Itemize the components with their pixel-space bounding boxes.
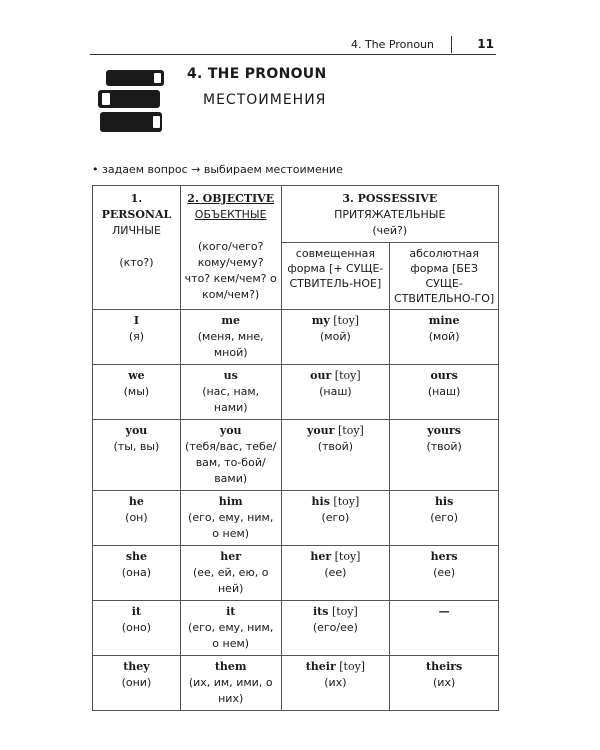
table-cell xyxy=(93,420,181,491)
table-cell xyxy=(390,310,499,365)
cell-a: your xyxy=(306,424,335,437)
bullet-line: • задаем вопрос → выбираем местоимение xyxy=(92,163,343,176)
table-row xyxy=(93,420,499,491)
table-row xyxy=(93,546,499,601)
table-cell xyxy=(93,601,181,656)
col-personal-header xyxy=(93,186,181,310)
cell-question: (кого/чего? кому/чему? что? кем/чем? о ком/чем?) xyxy=(184,240,277,301)
cell-p: he xyxy=(128,495,144,508)
table-cell xyxy=(180,365,281,420)
cell-question: (кто?) xyxy=(119,256,154,269)
cell-o: them xyxy=(214,660,247,673)
chapter-title: 4. THE PRONOUN xyxy=(187,66,327,82)
cell-a-ru: (твой) xyxy=(317,440,354,453)
cell-b-ru: (его) xyxy=(430,511,459,524)
table-row xyxy=(93,365,499,420)
header-row xyxy=(93,186,499,243)
cell-o: him xyxy=(218,495,243,508)
cell-title-ru: ЛИЧНЫЕ xyxy=(111,224,161,237)
cell-p-ru: (они) xyxy=(121,676,152,689)
cell-title-ru: ПРИТЯЖАТЕЛЬНЫЕ xyxy=(334,208,446,221)
page-number: 11 xyxy=(477,37,494,51)
cell-o-ru: (нас, нам, нами) xyxy=(202,385,260,414)
header-separator xyxy=(451,36,452,53)
table-row xyxy=(93,601,499,656)
cell-p: I xyxy=(133,314,139,327)
cell-p: it xyxy=(131,605,142,618)
cell-b: — xyxy=(438,605,450,618)
cell-b-ru: (их) xyxy=(433,676,456,689)
cell-a-ru: (его/ее) xyxy=(312,621,358,634)
cell-a: its xyxy=(313,605,329,618)
table-cell xyxy=(180,656,281,711)
cell-b: yours xyxy=(427,424,461,437)
table-cell xyxy=(180,601,281,656)
table-cell xyxy=(93,546,181,601)
table-cell xyxy=(390,656,499,711)
table-cell xyxy=(180,420,281,491)
cell-a-note: [toy] xyxy=(339,660,366,673)
table-cell xyxy=(281,546,390,601)
cell-p: they xyxy=(123,660,150,673)
cell-a-note: [toy] xyxy=(337,424,364,437)
col-possessive-header xyxy=(281,186,498,243)
cell-a-note: [toy] xyxy=(334,369,361,382)
cell-o-ru: (тебя/вас, тебе/вам, то-бой/вами) xyxy=(185,440,277,485)
table-cell xyxy=(390,601,499,656)
absolute-form-header: абсолютная форма [БЕЗ СУЩЕ-СТВИТЕЛЬНО-ГО] xyxy=(390,243,499,310)
table-cell xyxy=(180,310,281,365)
books-icon xyxy=(92,66,172,136)
table-cell xyxy=(390,491,499,546)
pronoun-table xyxy=(92,185,499,711)
table-cell xyxy=(93,310,181,365)
cell-o-ru: (их, им, ими, о них) xyxy=(188,676,273,705)
cell-o-ru: (меня, мне, мной) xyxy=(197,330,264,359)
cell-o-ru: (ее, ей, ею, о ней) xyxy=(192,566,269,595)
bullet-text: задаем вопрос → выбираем местоимение xyxy=(102,163,343,176)
table-cell xyxy=(390,365,499,420)
cell-b: his xyxy=(434,495,454,508)
cell-title: 3. POSSESSIVE xyxy=(342,192,438,205)
table-cell xyxy=(93,656,181,711)
page-header xyxy=(90,36,496,55)
table-cell xyxy=(281,491,390,546)
table-cell xyxy=(281,310,390,365)
cell-b-ru: (ее) xyxy=(433,566,456,579)
cell-b-ru: (мой) xyxy=(428,330,460,343)
table-cell xyxy=(180,491,281,546)
cell-a-ru: (наш) xyxy=(319,385,352,398)
cell-o-ru: (его, ему, ним, о нем) xyxy=(188,511,274,540)
table-row xyxy=(93,310,499,365)
cell-p: we xyxy=(128,369,145,382)
cell-a: our xyxy=(310,369,332,382)
cell-a-note: [toy] xyxy=(331,605,358,618)
table-cell xyxy=(390,420,499,491)
cell-p: you xyxy=(125,424,148,437)
cell-title: 1. PERSONAL xyxy=(101,192,172,221)
table-cell xyxy=(281,365,390,420)
cell-o-ru: (его, ему, ним, о нем) xyxy=(188,621,274,650)
cell-p-ru: (я) xyxy=(128,330,145,343)
cell-o: it xyxy=(226,605,236,618)
cell-question: (чей?) xyxy=(372,224,408,237)
cell-a-ru: (его) xyxy=(321,511,350,524)
cell-a-note: [toy] xyxy=(333,314,360,327)
cell-a-ru: (их) xyxy=(324,676,347,689)
cell-o: her xyxy=(220,550,242,563)
cell-o: me xyxy=(221,314,241,327)
table-cell xyxy=(180,546,281,601)
col-objective-header xyxy=(180,186,281,310)
combined-form-header: совмещенная форма [+ СУЩЕ-СТВИТЕЛЬ-НОЕ] xyxy=(281,243,390,310)
cell-b: theirs xyxy=(426,660,463,673)
cell-a-note: [toy] xyxy=(334,550,361,563)
table-cell xyxy=(281,656,390,711)
table-cell xyxy=(281,601,390,656)
cell-title-ru: ОБЪЕКТНЫЕ xyxy=(194,208,267,221)
cell-a: his xyxy=(311,495,330,508)
cell-a-note: [toy] xyxy=(333,495,360,508)
cell-b: mine xyxy=(428,314,460,327)
running-title: 4. The Pronoun xyxy=(350,38,434,51)
cell-b: ours xyxy=(430,369,458,382)
cell-p-ru: (ты, вы) xyxy=(113,440,160,453)
table-cell xyxy=(93,365,181,420)
cell-p-ru: (оно) xyxy=(121,621,152,634)
cell-p-ru: (он) xyxy=(125,511,148,524)
cell-p-ru: (она) xyxy=(121,566,152,579)
cell-b-ru: (твой) xyxy=(426,440,462,453)
cell-o: us xyxy=(223,369,238,382)
cell-a: their xyxy=(305,660,336,673)
cell-b-ru: (наш) xyxy=(427,385,461,398)
cell-a-ru: (мой) xyxy=(320,330,351,343)
cell-p: she xyxy=(125,550,148,563)
table-cell xyxy=(281,420,390,491)
cell-b: hers xyxy=(430,550,458,563)
cell-title: 2. OBJECTIVE xyxy=(187,192,275,205)
cell-p-ru: (мы) xyxy=(123,385,150,398)
table-cell xyxy=(390,546,499,601)
cell-a-ru: (ее) xyxy=(324,566,347,579)
table-row xyxy=(93,491,499,546)
table-cell xyxy=(93,491,181,546)
table-row xyxy=(93,656,499,711)
chapter-subtitle: МЕСТОИМЕНИЯ xyxy=(203,92,327,108)
cell-a: her xyxy=(310,550,332,563)
cell-o: you xyxy=(219,424,242,437)
cell-a: my xyxy=(311,314,330,327)
